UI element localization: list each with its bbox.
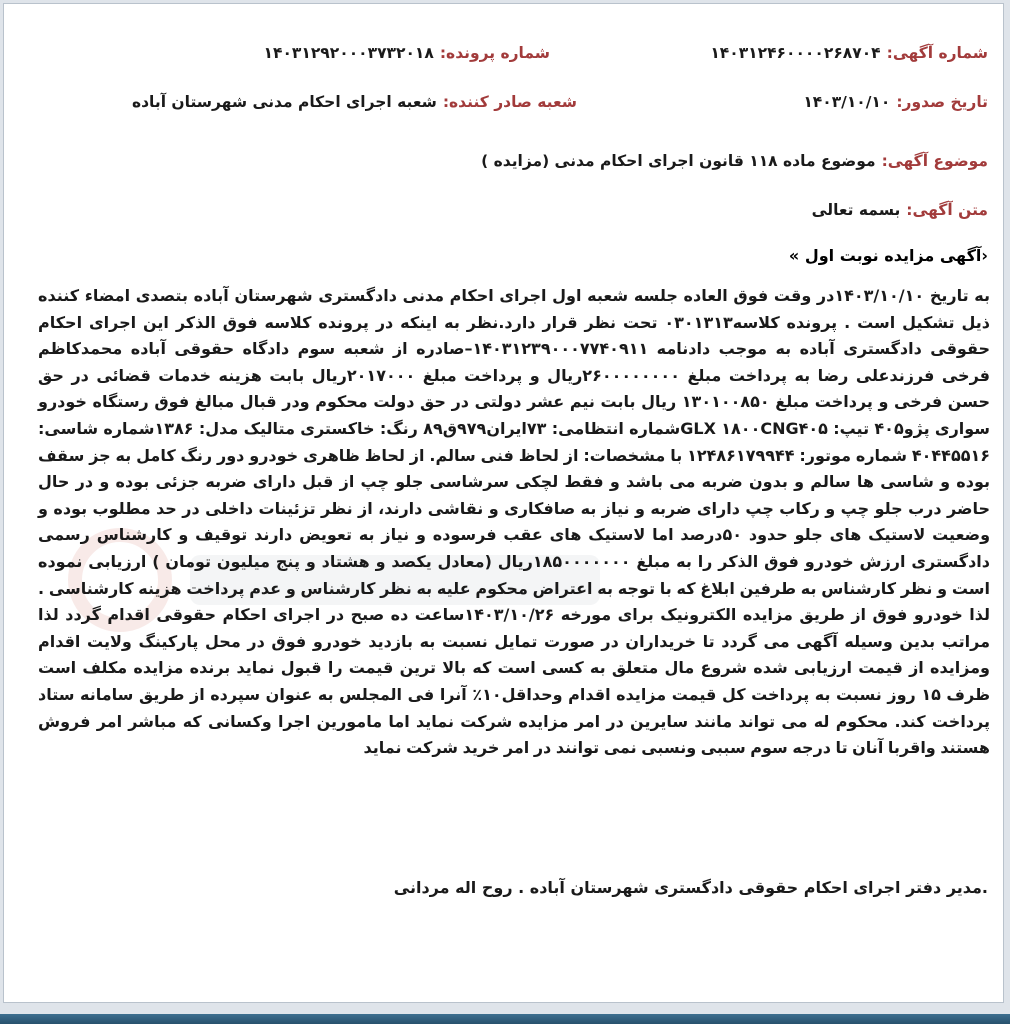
- issuer-row: [132, 93, 577, 111]
- notice-paragraph: به تاریخ ۱۴۰۳/۱۰/۱۰در وقت فوق العاده جلسه شعبه اول اجرای احکام مدنی دادگستری شهرستان آباده بتصدی امضاء کننده ذیل تشکیل است . پرونده کلاسه۰۳۰۱۳۱۳ تحت نظر قرار دارد.نظر به اینکه در پرونده کلاسه فوق الذکر این اجرای احکام حقوقی دادگستری آباده به موجب دادنامه ۱۴۰۳۱۲۳۹۰۰۰۷۷۴۰۹۱۱–صادره از شعبه سوم دادگاه حقوقی آباده محمدکاظم فرخی فرزندعلی رضا به پرداخت مبلغ ۲۶۰۰۰۰۰۰۰۰ریال و پرداخت مبلغ ۲۰۱۷۰۰۰ریال بابت هزینه خدمات قضائی در حق حسن فرخی و پرداخت مبلغ ۱۳۰۱۰۰۸۵۰ ریال بابت نیم عشر دولتی در حق دولت محکوم ودر قبال مبالغ فوق رستگاه خودرو سواری پژو۴۰۵ تیپ: GLX ۱۸۰۰CNG۴۰۵شماره انتظامی: ۷۳ایران۹۷۹ق۸۹ رنگ: خاکستری متالیک مدل: ۱۳۸۶شماره شاسی: ۴۰۴۴۵۵۱۶ شماره موتور: ۱۲۴۸۶۱۷۹۹۴۴ با مشخصات: از لحاظ فنی سالم. از لحاظ ظاهری خودرو دور رنگ کامل به جز سقف بوده و شاسی ها سالم و بدون ضربه می باشد و فقط لچکی سرشاسی جلو چپ از قبل دارای ضربه جزئی بوده و در حال حاضر درب جلو چپ و رکاب چپ دارای ضربه و نیاز به صافکاری و نقاشی دارند، از نظر تزئینات داخلی در حد مطلوب بوده و وضعیت لاستیک های جلو حدود ۵۰درصد اما لاستیک های عقب فرسوده و نیاز به تعویض دارند توقیف و کارشناس رسمی دادگستری ارزش خودرو فوق الذکر را به مبلغ ۱۸۵۰۰۰۰۰۰۰ریال (معادل یکصد و هشتاد و پنج میلیون تومان ) ارزیابی نموده است و نظر کارشناس به طرفین ابلاغ که با توجه به اعتراض محکوم علیه به نظر کارشناس و عدم پرداخت هزینه کارشناسی . لذا خودرو فوق از طریق مزایده الکترونیک برای مورخه ۱۴۰۳/۱۰/۲۶ساعت ده صبح در اجرای احکام حقوقی اقدام گردد لذا مراتب بدین وسیله آگهی می گردد تا خریداران در صورت تمایل نسبت به بازدید خودرو فوق در محل پارکینگ ولایت اقدام ومزایده از قیمت ارزیابی شده شروع مال متعلق به کسی است که بالا ترین قیمت را قبول نماید برنده مزایده مکلف است ظرف ۱۵ روز نسبت به پرداخت کل قیمت مزایده اقدام وحداقل۱۰٪ آنرا فی المجلس به عنوان سپرده از طریق سامانه ستاد پرداخت کند. محکوم له می تواند مانند سایرین در امر مزایده شرکت نماید اما مامورین اجرا وکسانی که مباشر امر فروش هستند واقربا آنان تا درجه سوم سببی ونسبی نمی توانند در امر خرید شرکت نماید: [38, 286, 991, 758]
- notice-body: [38, 283, 990, 762]
- window-bottom-bar: [0, 1014, 1010, 1024]
- issue-date-row: [803, 93, 988, 111]
- ad-number-value: ۱۴۰۳۱۲۴۶۰۰۰۰۲۶۸۷۰۴: [710, 44, 881, 62]
- case-number-label: شماره پرونده:: [439, 44, 550, 62]
- issue-date-label: تاریخ صدور:: [896, 93, 988, 111]
- subject-label: موضوع آگهی:: [881, 152, 988, 170]
- issuer-label: شعبه صادر کننده:: [442, 93, 577, 111]
- issue-date-value: ۱۴۰۳/۱۰/۱۰: [803, 93, 891, 111]
- auction-title: ‹آگهی مزایده نوبت اول »: [788, 246, 988, 265]
- case-number-value: ۱۴۰۳۱۲۹۲۰۰۰۳۷۳۲۰۱۸: [263, 44, 434, 62]
- ad-number-row: [710, 44, 988, 62]
- text-heading-row: [812, 201, 988, 219]
- subject-row: [481, 152, 988, 170]
- case-number-row: [264, 44, 550, 62]
- text-heading: بسمه تعالی: [811, 201, 901, 219]
- issuer-value: شعبه اجرای احکام مدنی شهرستان آباده: [131, 93, 437, 111]
- subject-value: موضوع ماده ۱۱۸ قانون اجرای احکام مدنی (مزایده ): [481, 152, 876, 170]
- signature-line: .مدیر دفتر اجرای احکام حقوقی دادگستری شهرستان آباده . روح اله مردانی: [393, 878, 988, 897]
- text-label: متن آگهی:: [906, 201, 988, 219]
- ad-number-label: شماره آگهی:: [886, 44, 988, 62]
